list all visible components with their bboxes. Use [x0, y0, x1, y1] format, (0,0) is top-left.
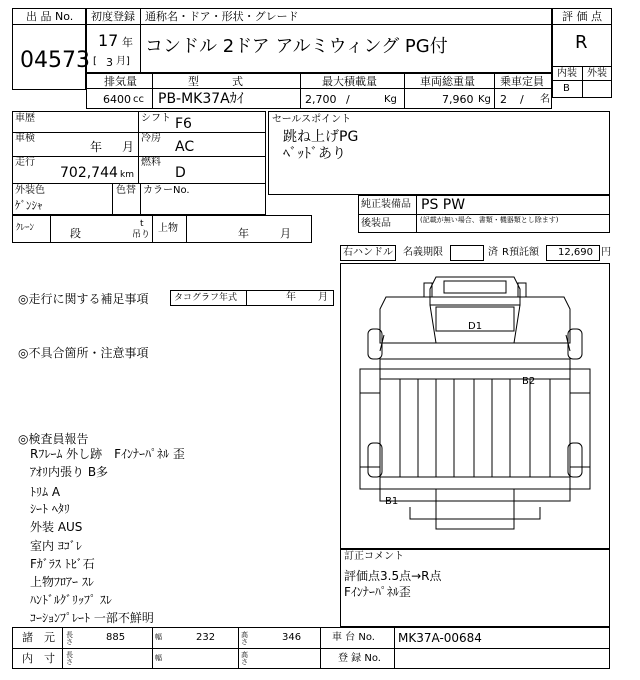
lot-number-label: 出 品 No.	[26, 10, 74, 23]
evaluation-score: R	[575, 32, 588, 53]
body-mount-label: 上物	[158, 223, 178, 234]
inspector-item: Fｶﾞﾗｽ ﾄﾋﾞ石	[30, 557, 95, 571]
height-value: 346	[282, 632, 302, 643]
correction-line-2: Fｲﾝﾅｰﾊﾟﾈﾙ歪	[344, 585, 411, 599]
mileage-value: 702,744	[60, 165, 118, 181]
chassis-value: MK37A-00684	[398, 631, 482, 645]
crane-ton-unit: t	[140, 219, 144, 229]
gross-weight-label: 車両総重量	[420, 75, 475, 88]
inspector-item: 外装 AUS	[30, 520, 83, 534]
inner-dimensions-label: 内 寸	[22, 652, 55, 665]
inspector-item: ﾄﾘﾑ A	[30, 485, 61, 499]
recycle-deposit-value: 12,690	[558, 247, 593, 258]
first-registration-month-close: 月]	[116, 56, 130, 67]
damage-mark: B2	[522, 376, 536, 387]
gross-weight-unit: Kg	[478, 94, 491, 105]
name-change-box	[450, 245, 484, 261]
inner-height-label: 高さ	[241, 651, 248, 666]
interior-grade-label: 内装	[557, 68, 577, 79]
first-registration-month: 3	[106, 56, 113, 69]
fuel-value: D	[175, 165, 186, 181]
inspector-item: ﾊﾝﾄﾞﾙｸﾞﾘｯﾌﾟ ｽﾚ	[30, 593, 112, 607]
color-code-label: カラーNo.	[143, 185, 190, 196]
width-value: 232	[196, 632, 216, 643]
equipment-value: PS PW	[421, 197, 466, 213]
body-year-unit: 年	[238, 227, 249, 240]
vehicle-name: コンドル 2ドア アルミウィング PG付	[145, 36, 448, 57]
registration-label: 登 録 No.	[338, 653, 381, 664]
retrofit-note: (記載が無い場合、書類・機器類とし除ます)	[420, 216, 559, 224]
color-label: 外装色	[15, 185, 45, 196]
correction-label: 訂正コメント	[344, 551, 404, 562]
inspector-item: 上物ﾌﾛｱｰ ｽﾚ	[30, 575, 94, 589]
capacity-separator: /	[520, 93, 524, 106]
mileage-unit: km	[120, 170, 134, 180]
displacement-label: 排気量	[104, 75, 137, 88]
sales-points-label: セールスポイント	[272, 114, 352, 125]
recycle-status: 済	[488, 247, 498, 258]
inspector-item: ｼｰﾄ ﾍﾀﾘ	[30, 502, 70, 516]
history-label: 車歴	[15, 113, 35, 124]
driving-notes-heading: ◎走行に関する補足事項	[18, 292, 149, 306]
mileage-label: 走行	[15, 157, 35, 168]
displacement-unit: cc	[133, 94, 144, 105]
damage-mark: D1	[468, 321, 483, 332]
inspection-year-unit: 年	[90, 140, 103, 154]
height-label: 高さ	[241, 631, 248, 646]
sales-point-2: ﾍﾞｯﾄﾞあり	[283, 146, 346, 162]
crane-stage-unit: 段	[70, 227, 81, 240]
length-value: 885	[106, 632, 126, 643]
lot-number: 04573	[20, 48, 90, 73]
max-load-label: 最大積載量	[322, 75, 377, 88]
inspection-label: 車検	[15, 133, 35, 144]
recycle-deposit-label: R預託額	[502, 247, 539, 258]
crane-hoist-unit: 吊り	[132, 230, 151, 240]
inner-width-label: 幅	[155, 654, 162, 662]
dimensions-label: 諸 元	[22, 631, 55, 644]
vehicle-name-label: 通称名・ドア・形状・グレード	[145, 10, 299, 23]
sales-point-1: 跳ね上げPG	[283, 129, 359, 145]
displacement-value: 6400	[103, 93, 131, 106]
width-label: 幅	[155, 633, 162, 641]
shift-label: シフト	[141, 113, 171, 124]
defects-heading: ◎不具合箇所・注意事項	[18, 346, 149, 360]
inner-length-label: 長さ	[66, 651, 73, 666]
correction-line-1: 評価点3.5点→R点	[344, 569, 442, 583]
max-load-separator: /	[346, 93, 350, 106]
tachograph-month-unit: 月	[318, 292, 328, 303]
aircon-label: 冷房	[141, 133, 161, 144]
first-registration-year-unit: 年	[122, 36, 133, 49]
max-load-unit: Kg	[384, 94, 397, 105]
interior-grade: B	[563, 83, 570, 94]
name-change-label: 名義期限	[403, 247, 443, 258]
damage-mark: B1	[385, 496, 399, 507]
steering-value: 右ハンドル	[343, 247, 393, 258]
color-change-label: 色替	[116, 185, 136, 196]
body-month-unit: 月	[280, 227, 291, 240]
max-load-value: 2,700	[305, 93, 337, 106]
first-registration-month-open: [	[93, 56, 97, 67]
capacity-label: 乗車定員	[500, 75, 544, 88]
inspector-heading: ◎検査員報告	[18, 432, 89, 446]
inspector-item: 室内 ﾖｺﾞﾚ	[30, 539, 82, 553]
exterior-grade-label: 外装	[587, 68, 607, 79]
recycle-deposit-unit: 円	[601, 247, 611, 258]
first-registration-label: 初度登録	[91, 10, 135, 23]
first-registration-year: 17	[98, 31, 119, 50]
crane-label: ｸﾚｰﾝ	[16, 223, 35, 233]
capacity-unit: 名	[540, 94, 550, 105]
shift-value: F6	[175, 116, 192, 132]
capacity-value: 2	[500, 93, 507, 106]
evaluation-label: 評 価 点	[562, 10, 602, 23]
details-left	[12, 111, 266, 215]
gross-weight-value: 7,960	[442, 93, 474, 106]
fuel-label: 燃料	[141, 157, 161, 168]
color-value: ｹﾞﾝｼｬ	[15, 199, 43, 212]
tachograph-label: タコグラフ年式	[174, 293, 238, 303]
truck-diagram	[340, 263, 610, 549]
equipment-label: 純正装備品	[361, 199, 411, 210]
inspector-item: ｱｵﾘ内張り B多	[30, 465, 109, 479]
retrofit-label: 後装品	[361, 218, 391, 229]
length-label: 長さ	[66, 631, 73, 646]
aircon-value: AC	[175, 139, 195, 155]
model-label: 型 式	[188, 75, 243, 88]
chassis-label: 車 台 No.	[332, 632, 375, 643]
inspector-item: Rﾌﾚｰﾑ 外し跡 Fｲﾝﾅｰﾊﾟﾈﾙ 歪	[30, 447, 185, 461]
inspector-item: ｺｰｼｮﾝﾌﾟﾚｰﾄ 一部不鮮明	[30, 611, 154, 625]
model-value: PB-MK37Aｶｲ	[158, 91, 244, 107]
inspection-month-unit: 月	[122, 140, 135, 154]
tachograph-year-unit: 年	[286, 292, 296, 303]
